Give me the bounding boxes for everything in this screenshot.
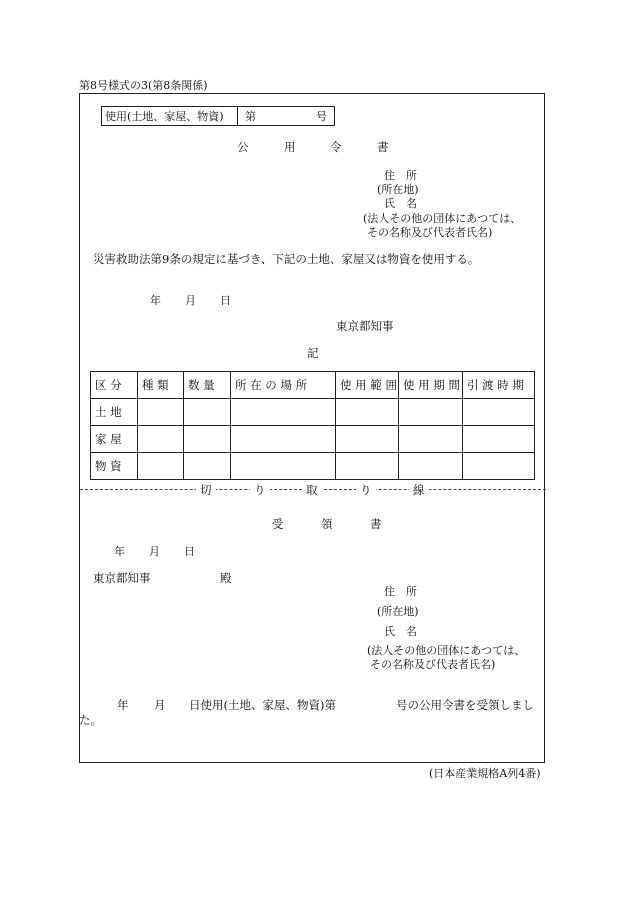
cut-line-char: 取 [302,482,322,498]
cut-line-char: 切 [196,482,216,498]
receipt-name-label: 名 [406,625,417,638]
table-cell [463,426,535,453]
table-cell [184,453,231,480]
corporate-note: その名称及び代表者氏名) [367,226,493,239]
table-cell [463,399,535,426]
receipt-body-text: 号の公用令書を受領しまし [396,698,534,712]
cut-line-char: り [250,482,270,498]
table-cell [399,453,463,480]
column-header: 使 用 期 間 [399,372,463,399]
address-label: 住 [384,169,395,182]
order-date-month: 月 [185,294,196,307]
table-cell [138,453,184,480]
column-header: 種 類 [138,372,184,399]
table-cell [184,399,231,426]
table-cell [138,426,184,453]
order-number-prefix: 第 [245,110,256,123]
receipt-honorific: 殿 [220,571,232,585]
order-date-day: 日 [220,294,231,307]
column-header: 所 在 の 場 所 [231,372,336,399]
table-cell [399,399,463,426]
use-category-label: 使用(土地、家屋、物資) [105,110,224,123]
receipt-body-month: 月 [154,698,166,712]
paper-size-note: (日本産業規格A列4番) [429,767,541,780]
row-label: 土 地 [91,399,138,426]
order-title-char: 用 [284,140,296,154]
column-header: 引 渡 時 期 [463,372,535,399]
receipt-body-year: 年 [117,698,129,712]
issuer: 東京都知事 [336,319,394,333]
table-cell [463,453,535,480]
receipt-title-char: 領 [321,517,333,531]
table-cell [336,399,399,426]
column-header: 数 量 [184,372,231,399]
name-label: 名 [406,197,417,210]
address-label: 所 [406,169,417,182]
property-table [90,371,535,480]
receipt-date-day: 日 [184,545,195,558]
receipt-corporate-note: (法人その他の団体にあつては、 [367,644,526,657]
row-label: 家 屋 [91,426,138,453]
ki-heading: 記 [307,346,319,360]
receipt-date-month: 月 [149,545,160,558]
corporate-note: (法人その他の団体にあつては、 [363,212,522,225]
table-cell [336,426,399,453]
table-cell [399,426,463,453]
receipt-date-year: 年 [114,545,125,558]
table-header-row [91,372,535,399]
location-label: (所在地) [377,183,419,196]
receipt-title-char: 受 [272,517,284,531]
table-cell [336,453,399,480]
receipt-body-text: 日使用(土地、家屋、物資)第 [189,698,336,712]
receipt-title-char: 書 [370,517,382,531]
column-header: 使 用 範 囲 [336,372,399,399]
receipt-name-label: 氏 [384,625,395,638]
receipt-address-label: 所 [406,585,417,598]
cut-line-char: 線 [409,482,429,498]
receipt-address-label: 住 [384,585,395,598]
order-title-char: 書 [377,140,389,154]
receipt-addressee: 東京都知事 [93,571,151,585]
receipt-location-label: (所在地) [377,605,419,618]
table-cell [231,426,336,453]
table-cell [184,426,231,453]
order-title-char: 令 [330,140,342,154]
order-number-suffix: 号 [316,110,327,123]
order-title-char: 公 [237,140,249,154]
receipt-body-continuation: た。 [79,713,102,727]
order-date-year: 年 [150,294,161,307]
table-cell [231,399,336,426]
order-statement: 災害救助法第9条の規定に基づき、下記の土地、家屋又は物資を使用する。 [93,252,480,266]
name-label: 氏 [384,197,395,210]
table-row [91,426,535,453]
row-label: 物 資 [91,453,138,480]
table-row [91,453,535,480]
form-number: 第8号様式の3(第8条関係) [79,79,208,92]
table-cell [231,453,336,480]
receipt-corporate-note: その名称及び代表者氏名) [370,658,496,671]
table-row [91,399,535,426]
cut-line-char: り [356,482,376,498]
table-cell [138,399,184,426]
column-header: 区 分 [91,372,138,399]
